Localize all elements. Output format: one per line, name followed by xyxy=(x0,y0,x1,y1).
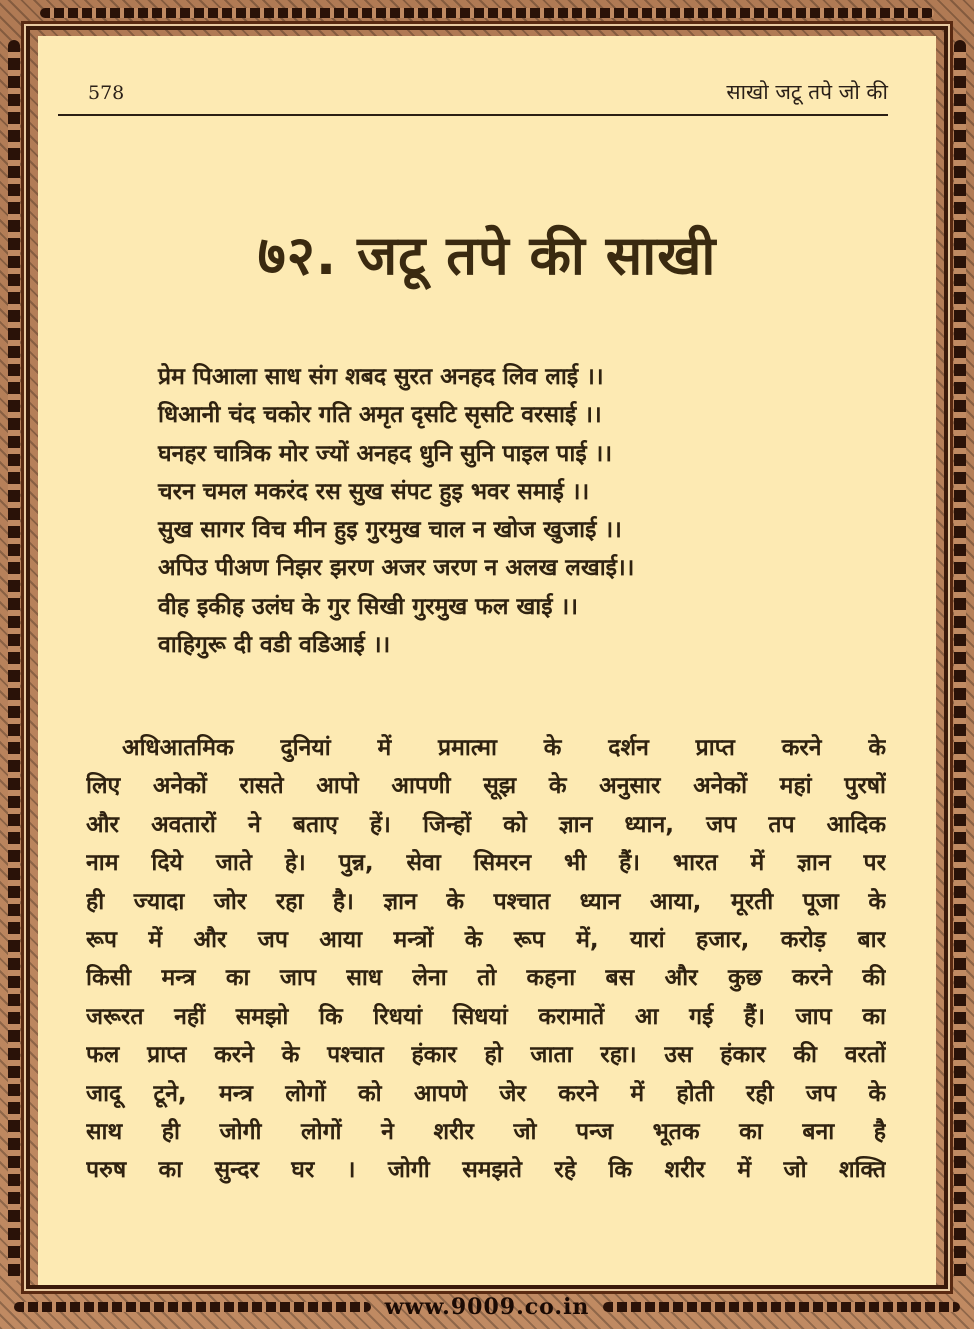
prose-line: नाम दिये जाते हे। पुन्न, सेवा सिमरन भी हैं। भारत में ज्ञान पर xyxy=(86,850,886,877)
chapter-title: ७२. जटू तपे की साखी xyxy=(257,224,717,287)
verse-line: सुख सागर विच मीन हुइ गुरमुख चाल न खोज खुजाई ।। xyxy=(158,517,622,544)
book-page xyxy=(38,36,936,1285)
top-border-ornament xyxy=(40,8,934,18)
running-title: साखो जटू तपे जो की xyxy=(726,80,888,104)
verse-line: अपिउ पीअण निझर झरण अजर जरण न अलख लखाई।। xyxy=(158,555,635,582)
footer-ornament-right xyxy=(603,1302,960,1312)
prose-line: लिए अनेकों रासते आपो आपणी सूझ के अनुसार अनेकों महां पुरषों xyxy=(86,773,886,800)
prose-line: फल प्राप्त करने के पश्चात हंकार हो जाता रहा। उस हंकार की वरतों xyxy=(86,1042,886,1069)
prose-line: रूप में और जप आया मन्त्रों के रूप में, यारां हजार, करोड़ बार xyxy=(86,927,886,954)
verse-line: चरन चमल मकरंद रस सुख संपट हुइ भवर समाई ।। xyxy=(158,478,590,505)
footer-bar xyxy=(0,1285,974,1329)
verse-line: वाहिगुरू दी वडी वडिआई ।। xyxy=(158,632,391,659)
verse-line: प्रेम पिआला साध संग शबद सुरत अनहद लिव लाई ।। xyxy=(158,364,604,390)
prose-line: किसी मन्त्र का जाप साध लेना तो कहना बस और कुछ करने की xyxy=(86,965,886,992)
footer-ornament-left xyxy=(14,1302,371,1312)
page-number: 578 xyxy=(88,82,125,104)
prose-line: जरूरत नहीं समझो कि रिधयां सिधयां करामातें आ गई हैं। जाप का xyxy=(86,1003,886,1030)
prose-line: अधिआतमिक दुनियां में प्रमात्मा के दर्शन प्राप्त करने के xyxy=(122,735,886,761)
prose-line: जादू टूने, मन्त्र लोगों को आपणे जेर करने में होती रही जप के xyxy=(86,1080,886,1107)
footer-website-link[interactable]: www.9009.co.in xyxy=(384,1294,590,1320)
prose-line: परुष का सुन्दर घर । जोगी समझते रहे कि शरीर में जो शक्ति xyxy=(86,1157,886,1184)
prose-line: और अवतारों ने बताए हें। जिन्हों को ज्ञान ध्यान, जप तप आदिक xyxy=(86,811,886,838)
verse-line: घनहर चात्रिक मोर ज्यों अनहद धुनि सुनि पाइल पाई ।। xyxy=(158,440,613,467)
verse-block xyxy=(158,358,878,664)
prose-paragraph xyxy=(86,729,886,1190)
left-border-ornament xyxy=(8,40,20,1281)
prose-line: ही ज्यादा जोर रहा है। ज्ञान के पश्चात ध्यान आया, मूरती पूजा के xyxy=(86,888,886,915)
verse-line: वीह इकीह उलंघ के गुर सिखी गुरमुख फल खाई ।। xyxy=(158,593,578,620)
prose-line: साथ ही जोगी लोगों ने शरीर जो पन्ज भूतक का बना है xyxy=(86,1119,886,1146)
verse-line: धिआनी चंद चकोर गति अमृत दृसटि सृसटि वरसाई ।। xyxy=(158,402,602,429)
page-header xyxy=(58,74,888,116)
right-border-ornament xyxy=(954,40,966,1281)
